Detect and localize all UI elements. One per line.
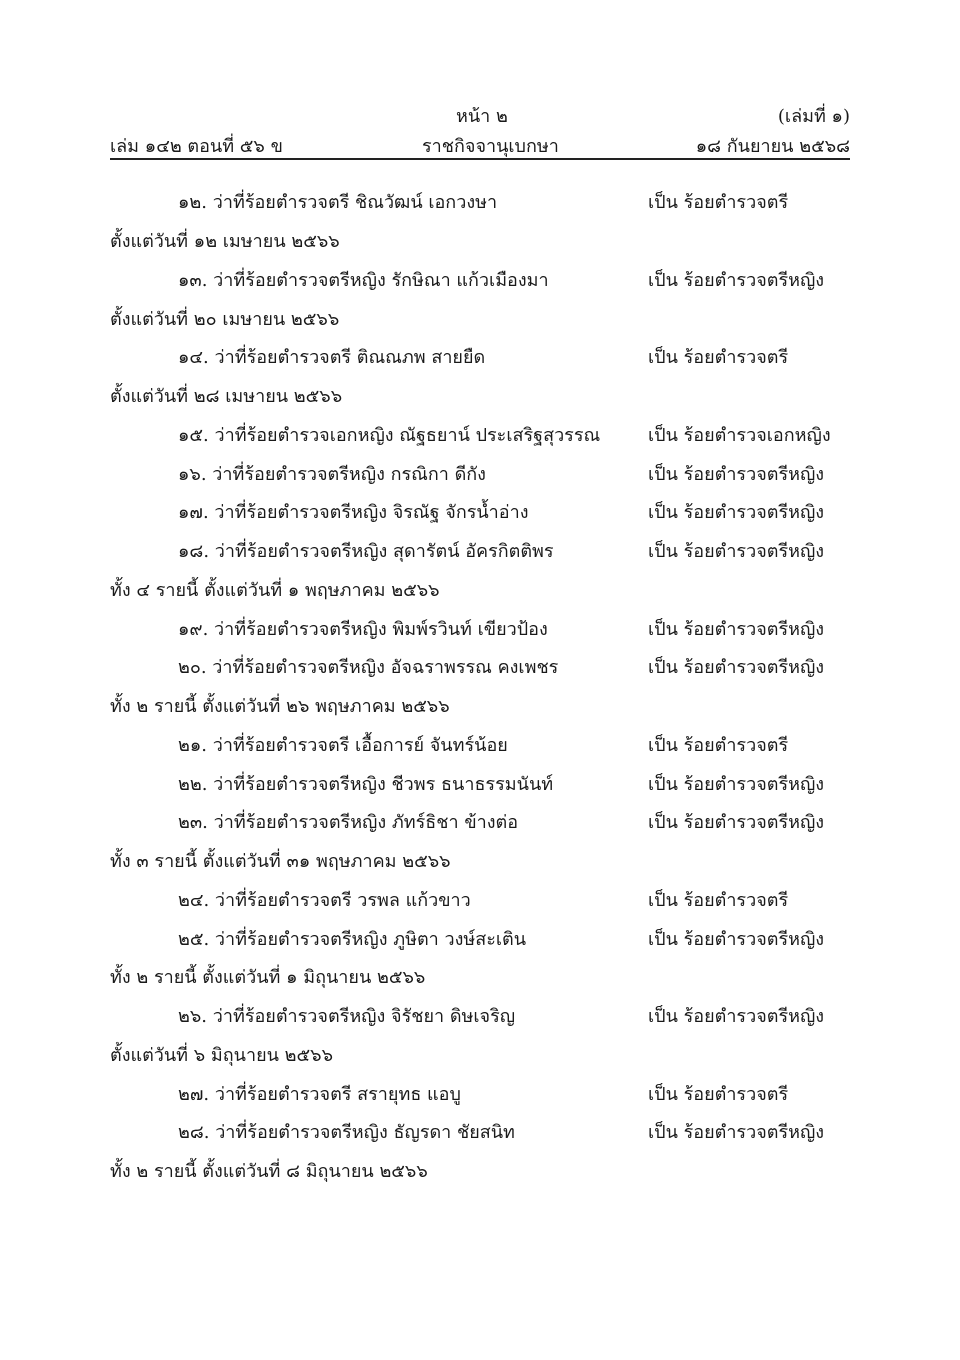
appointee: ๒๖. ว่าที่ร้อยตำรวจตรีหญิง จิรัชยา ดิษเจริญ	[178, 1006, 516, 1027]
new-rank: เป็น ร้อยตำรวจตรี	[648, 1084, 789, 1105]
page-number: หน้า ๒	[456, 106, 508, 127]
new-rank: เป็น ร้อยตำรวจตรีหญิง	[648, 502, 825, 523]
appointee: ๑๒. ว่าที่ร้อยตำรวจตรี ชิณวัฒน์ เอกวงษา	[178, 192, 498, 213]
new-rank: เป็น ร้อยตำรวจตรี	[648, 735, 789, 756]
new-rank: เป็น ร้อยตำรวจตรี	[648, 890, 789, 911]
appointee: ๒๔. ว่าที่ร้อยตำรวจตรี วรพล แก้วขาว	[178, 890, 471, 911]
appointee: ๒๓. ว่าที่ร้อยตำรวจตรีหญิง ภัทร์ธิชา ข้างต่อ	[178, 812, 519, 833]
appointee: ๒๘. ว่าที่ร้อยตำรวจตรีหญิง ธัญรดา ชัยสนิท	[178, 1122, 515, 1143]
volume-part: (เล่มที่ ๑)	[777, 106, 850, 127]
appointee: ๑๙. ว่าที่ร้อยตำรวจตรีหญิง พิมพ์รวินท์ เขียวป้อง	[178, 619, 548, 640]
effective-date: ตั้งแต่วันที่ ๒๐ เมษายน ๒๕๖๖	[110, 309, 340, 330]
effective-date: ทั้ง ๒ รายนี้ ตั้งแต่วันที่ ๑ มิถุนายน ๒๕๖๖	[110, 967, 426, 988]
new-rank: เป็น ร้อยตำรวจตรี	[648, 347, 789, 368]
effective-date: ตั้งแต่วันที่ ๖ มิถุนายน ๒๕๖๖	[110, 1045, 334, 1066]
new-rank: เป็น ร้อยตำรวจตรีหญิง	[648, 657, 825, 678]
appointee: ๑๖. ว่าที่ร้อยตำรวจตรีหญิง กรณิกา ดีกัง	[178, 464, 486, 485]
new-rank: เป็น ร้อยตำรวจตรีหญิง	[648, 464, 825, 485]
new-rank: เป็น ร้อยตำรวจตรีหญิง	[648, 1122, 825, 1143]
new-rank: เป็น ร้อยตำรวจตรีหญิง	[648, 619, 825, 640]
appointee: ๒๒. ว่าที่ร้อยตำรวจตรีหญิง ชีวพร ธนาธรรมนันท์	[178, 774, 554, 795]
appointee: ๒๕. ว่าที่ร้อยตำรวจตรีหญิง ภูษิตา วงษ์สะเติน	[178, 929, 527, 950]
gazette-title: ราชกิจจานุเบกษา	[422, 136, 559, 157]
issue-date: ๑๘ กันยายน ๒๕๖๘	[695, 136, 850, 157]
new-rank: เป็น ร้อยตำรวจตรีหญิง	[648, 270, 825, 291]
new-rank: เป็น ร้อยตำรวจตรีหญิง	[648, 1006, 825, 1027]
appointee: ๑๕. ว่าที่ร้อยตำรวจเอกหญิง ณัฐธยาน์ ประเสริฐสุวรรณ	[178, 425, 601, 446]
new-rank: เป็น ร้อยตำรวจเอกหญิง	[648, 425, 831, 446]
effective-date: ตั้งแต่วันที่ ๑๒ เมษายน ๒๕๖๖	[110, 231, 340, 252]
effective-date: ทั้ง ๒ รายนี้ ตั้งแต่วันที่ ๒๖ พฤษภาคม ๒๕๖๖	[110, 696, 450, 717]
header-rule	[110, 158, 850, 160]
new-rank: เป็น ร้อยตำรวจตรีหญิง	[648, 929, 825, 950]
new-rank: เป็น ร้อยตำรวจตรีหญิง	[648, 541, 825, 562]
effective-date: ทั้ง ๔ รายนี้ ตั้งแต่วันที่ ๑ พฤษภาคม ๒๕๖๖	[110, 580, 440, 601]
appointee: ๑๓. ว่าที่ร้อยตำรวจตรีหญิง รักษิณา แก้วเมืองมา	[178, 270, 549, 291]
new-rank: เป็น ร้อยตำรวจตรีหญิง	[648, 812, 825, 833]
appointee: ๑๗. ว่าที่ร้อยตำรวจตรีหญิง จิรณัฐ จักรน้ำอ่าง	[178, 502, 529, 523]
new-rank: เป็น ร้อยตำรวจตรีหญิง	[648, 774, 825, 795]
effective-date: ทั้ง ๓ รายนี้ ตั้งแต่วันที่ ๓๑ พฤษภาคม ๒๕๖๖	[110, 851, 451, 872]
appointee: ๑๔. ว่าที่ร้อยตำรวจตรี ติณณภพ สายยืด	[178, 347, 486, 368]
appointee: ๒๗. ว่าที่ร้อยตำรวจตรี สรายุทธ แอบู	[178, 1084, 461, 1105]
new-rank: เป็น ร้อยตำรวจตรี	[648, 192, 789, 213]
appointee: ๒๑. ว่าที่ร้อยตำรวจตรี เอื้อการย์ จันทร์น้อย	[178, 735, 508, 756]
effective-date: ทั้ง ๒ รายนี้ ตั้งแต่วันที่ ๘ มิถุนายน ๒๕๖๖	[110, 1161, 428, 1182]
issue-info: เล่ม ๑๔๒ ตอนที่ ๕๖ ข	[110, 136, 283, 157]
effective-date: ตั้งแต่วันที่ ๒๘ เมษายน ๒๕๖๖	[110, 386, 343, 407]
appointee: ๒๐. ว่าที่ร้อยตำรวจตรีหญิง อัจฉราพรรณ คงเพชร	[178, 657, 559, 678]
appointee: ๑๘. ว่าที่ร้อยตำรวจตรีหญิง สุดารัตน์ อัครกิตติพร	[178, 541, 554, 562]
